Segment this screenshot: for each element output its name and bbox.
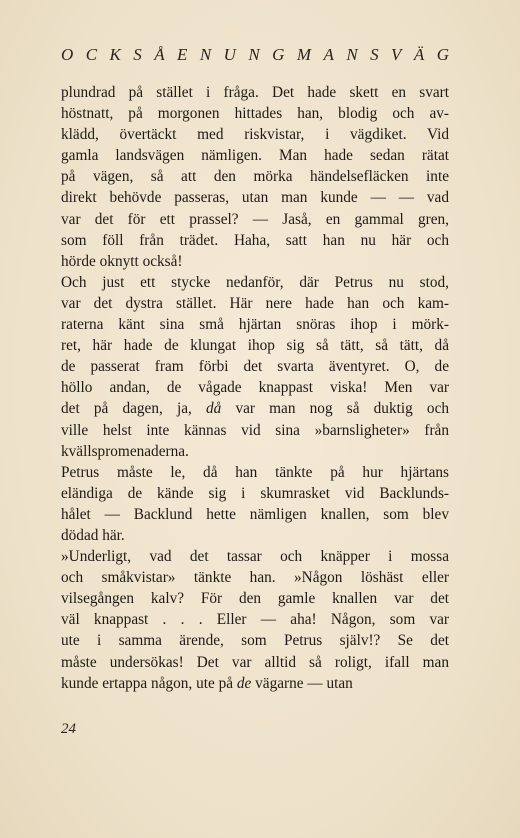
text-line: Och just ett stycke nedanför, där Petrus nu stod, [61, 273, 449, 291]
running-head-letter: S [133, 45, 144, 64]
text-line: plundrad på stället i fråga. Det hade skett en svart [61, 84, 449, 101]
page-number: 24 [61, 721, 76, 737]
text-line: väl knappast . . . Eller — aha! Någon, som var [61, 611, 449, 629]
text-line: på vägen, så att den mörka händelsefläcken inte [61, 168, 449, 186]
text-line: och småkvistar» tänkte han. »Någon löshäst eller [61, 569, 449, 587]
text-line: eländiga de kände sig i skumrasket vid Backlunds- [61, 484, 449, 502]
running-head-letter: Å [154, 45, 167, 64]
text-line: raterna känt sina små hjärtan snöras ihop i mörk- [61, 316, 449, 334]
running-head-letter: S [370, 45, 381, 64]
text-line: Petrus måste le, då han tänkte på hur hjärtans [61, 463, 449, 481]
running-head-letter: E [177, 45, 190, 64]
running-head-letter: N [248, 45, 262, 64]
running-head-letter: G [272, 45, 287, 64]
running-head [61, 45, 451, 65]
text-line: som föll från trädet. Haha, satt han nu här och [61, 231, 449, 249]
running-head-letter: K [109, 45, 123, 64]
text-line: ville helst inte kännas vid sina »barnsligheter» från [61, 421, 449, 439]
running-head-letter: U [223, 45, 238, 64]
text-line: dödad här. [61, 526, 125, 544]
paragraph [61, 462, 449, 546]
text-line: de passerat fram förbi det svarta äventyret. O, de [61, 358, 449, 376]
text-line: det på dagen, ja, då var man nog så duktig och [61, 400, 450, 418]
text-line: hålet — Backlund hette nämligen knallen, som blev [61, 505, 449, 523]
paragraph [61, 82, 449, 272]
running-head-letter: N [199, 45, 214, 64]
running-head-letter: G [436, 45, 451, 64]
text-line: var det dystra stället. Här nere hade han och kam- [61, 294, 449, 312]
text-line: höstnatt, på morgonen hittades han, blodig och av- [61, 105, 449, 123]
text-line: ret, här hade de klungat ihop sig så tätt, så tätt, då [61, 337, 449, 355]
text-line: kvällspromenaderna. [61, 442, 189, 460]
text-line: direkt behövde passeras, utan man kunde — — vad [61, 189, 449, 207]
text-line: hörde oknytt också! [61, 252, 183, 270]
text-line: måste undersökas! Det var alltid så roligt, ifall man [61, 653, 449, 671]
running-head-letter: O [61, 45, 76, 64]
paragraph [61, 272, 449, 462]
text-line: vilsegången kalv? För den gamle knallen var det [61, 590, 449, 608]
running-head-letter: M [296, 45, 314, 64]
text-line: var det för ett prassel? — Jaså, en gammal gren, [61, 210, 449, 228]
running-head-letter: V [391, 45, 404, 64]
paragraph [61, 546, 449, 694]
body-text [61, 82, 449, 694]
running-head-letter: A [323, 45, 336, 64]
text-line: höllo andan, de vågade knappast viska! Men var [61, 379, 449, 397]
running-head-letter: C [85, 45, 100, 64]
text-line: kunde ertappa någon, ute på de vägarne — utan [61, 674, 353, 692]
text-line: ute i samma ärende, som Petrus själv!? Se det [61, 632, 449, 650]
text-line: gamla landsvägen nämligen. Man hade sedan rätat [61, 147, 449, 165]
text-line: »Underligt, vad det tassar och knäpper i mossa [61, 548, 449, 566]
running-head-letter: N [346, 45, 360, 64]
text-line: klädd, övertäckt med riskvistar, i vägdiket. Vid [61, 126, 449, 144]
running-head-letter: Ä [413, 45, 427, 64]
